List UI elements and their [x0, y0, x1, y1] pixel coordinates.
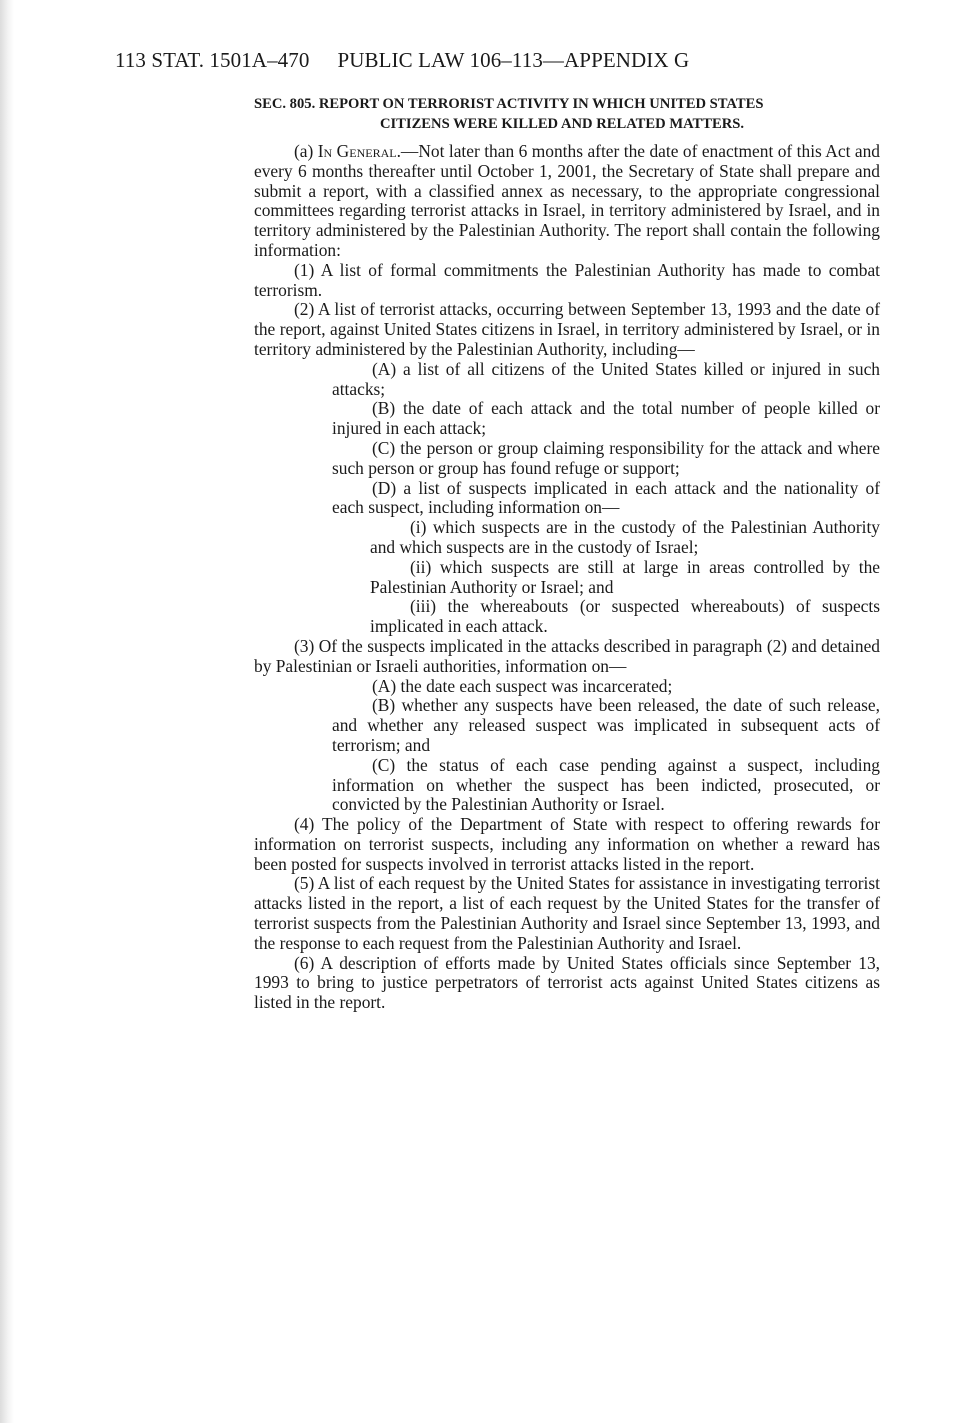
paragraph-2: (2) A list of terrorist attacks, occurring between September 13, 1993 and the date of the report, against United States citizens in Israel, in territory administered by Israel, or in territory administered by the Palestinian Authority, including—	[254, 299, 880, 359]
subsection-a-caption: In General	[317, 141, 397, 161]
paragraph-1: (1) A list of formal commitments the Palestinian Authority has made to combat terrorism.	[254, 259, 880, 300]
section-heading-line1: SEC. 805. REPORT ON TERRORIST ACTIVITY IN WHICH UNITED STATES	[254, 96, 764, 112]
paragraph-2-D-ii: (ii) which suspects are still at large in areas controlled by the Palestinian Authority or Israel; and	[370, 556, 880, 597]
section-heading-line2: CITIZENS WERE KILLED AND RELATED MATTERS.	[379, 116, 745, 132]
public-law-title: PUBLIC LAW 106–113—APPENDIX G	[337, 48, 690, 72]
paragraph-2-D-iii: (iii) the whereabouts (or suspected whereabouts) of suspects implicated in each attack.	[370, 596, 880, 637]
paragraph-2-B: (B) the date of each attack and the total number of people killed or injured in each attack;	[332, 398, 880, 439]
subsection-a-text: .—Not later than 6 months after the date of enactment of this Act and every 6 months thereafter until October 1, 2001, the Secretary of State shall prepare and submit a report, with a classified annex as necessary, to the appropriate congressional committees regarding terrorist attacks in Israel, in territory administered by Israel, and in territory administered by the Palestinian Authority. The report shall contain the following information:	[254, 141, 880, 260]
paragraph-2-C: (C) the person or group claiming responsibility for the attack and where such person or group has found refuge or support;	[332, 437, 880, 478]
section-body	[254, 142, 880, 1013]
paragraph-6: (6) A description of efforts made by United States officials since September 13, 1993 to bring to justice perpetrators of terrorist acts against United States citizens as listed in the report.	[254, 952, 880, 1013]
paragraph-3-A: (A) the date each suspect was incarcerated;	[372, 675, 673, 696]
stat-reference: 113 STAT. 1501A–470	[115, 48, 310, 72]
subsection-a	[254, 142, 880, 261]
paragraph-2-D: (D) a list of suspects implicated in each attack and the nationality of each suspect, including information on—	[332, 477, 880, 518]
paragraph-5: (5) A list of each request by the United States for assistance in investigating terrorist attacks listed in the report, a list of each request by the United States for the transfer of terrorist suspects from the Palestinian Authority and Israel since September 13, 1993, and the response to each request from the Palestinian Authority and Israel.	[254, 873, 880, 953]
paragraph-3-B: (B) whether any suspects have been released, the date of such release, and whether any released suspect was implicated in subsequent acts of terrorism; and	[332, 695, 880, 755]
running-head	[115, 48, 689, 73]
scan-edge-shadow	[0, 0, 14, 1423]
paragraph-2-A: (A) a list of all citizens of the United States killed or injured in such attacks;	[332, 358, 880, 399]
subsection-a-label: (a)	[294, 141, 318, 161]
section-heading	[254, 94, 882, 134]
paragraph-3-C: (C) the status of each case pending against a suspect, including information on whether the suspect has been indicted, prosecuted, or convicted by the Palestinian Authority or Israel.	[332, 754, 880, 815]
paragraph-4: (4) The policy of the Department of State with respect to offering rewards for information on terrorist suspects, including any information on whether a reward has been posted for suspects involved in terrorist attacks listed in the report.	[254, 814, 880, 874]
paragraph-2-D-i: (i) which suspects are in the custody of the Palestinian Authority and which suspects are in the custody of Israel;	[370, 517, 880, 557]
paragraph-3: (3) Of the suspects implicated in the attacks described in paragraph (2) and detained by Palestinian or Israeli authorities, information on—	[254, 635, 880, 676]
